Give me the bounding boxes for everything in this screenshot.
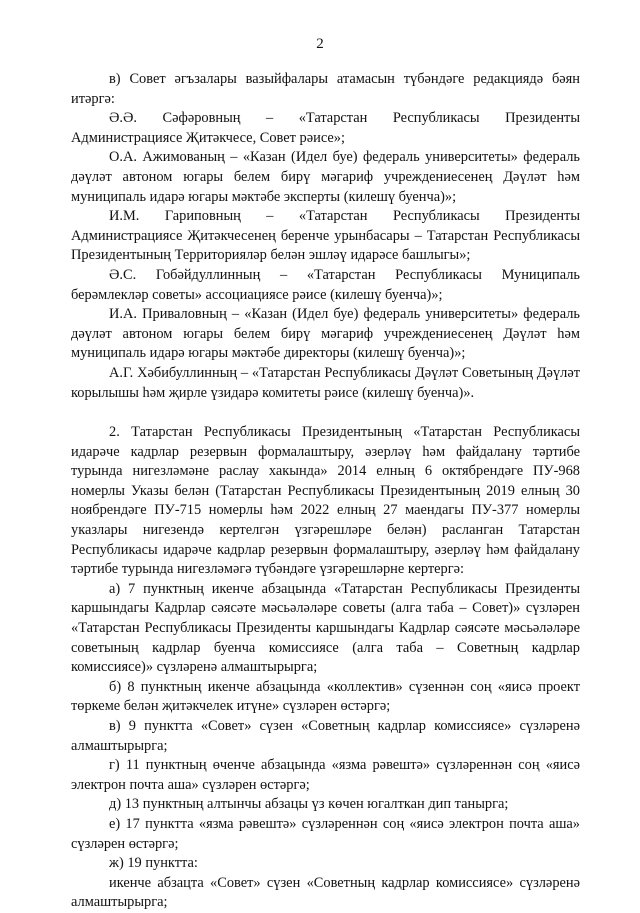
- paragraph-item-d: д) 13 пунктның алтынчы абзацы үз көчен югалткан дип танырга;: [109, 796, 509, 813]
- paragraph-item-zh-sub1: икенче абзацта «Совет» сүзен «Советның кадрлар комиссиясе» сүзләренә алмаштырырга;: [71, 874, 580, 911]
- document-body: [71, 70, 580, 913]
- paragraph-section-2: 2. Татарстан Республикасы Президентының «Татарстан Республикасы идарәче кадрлар резервын формалаштыру, әзерләү һәм файдалану тәртибе турында нигезләмәне раслау хакында» 2014 елның 6 октябрендәге ПУ-968 номерлы Указы белән (Татарстан Республикасы Президентының 2019 елның 30 ноябрендәге ПУ-715 номерлы һәм 2022 елның 27 маендагы ПУ-377 номерлы указлары нигезендә кертелгән үзгәрешләре белән) расланган Татарстан Республикасы идарәче кадрлар резервын формалаштыру, әзерләү һәм файдалану тәртибе турында нигезләмәгә түбәндәге үзгәрешләрне кертергә:: [71, 424, 580, 578]
- paragraph-item-g: г) 11 пунктның өченче абзацында «язма рәвештә» сүзләреннән соң «яисә электрон почта аша» сүзләрен өстәргә;: [71, 757, 580, 793]
- paragraph-item-b: б) 8 пунктның икенче абзацында «коллектив» сүзеннән соң «яисә проект төркеме белән җитәкчелек итүне» сүзләрен өстәргә;: [71, 678, 580, 715]
- paragraph-item-a: а) 7 пунктның икенче абзацында «Татарстан Республикасы Президенты каршындагы Кадрлар сәясәте мәсьәләләре советы (алга таба – Совет)» сүзләрен «Татарстан Республикасы Президенты каршындагы Кадрлар сәясәте мәсьәләләре советының кадрлар буенча комиссиясе (алга таба – Советның кадрлар комиссиясе)» сүзләренә алмаштырырга;: [71, 580, 580, 676]
- paragraph-safarov: Ә.Ә. Сәфәровның – «Татарстан Республикасы Президенты Администрациясе Җитәкчесе, Совет рәисе»;: [71, 110, 580, 146]
- paragraph-privalov: И.А. Приваловның – «Казан (Идел буе) федераль университеты» федераль дәүләт автоном югары белем бирү мәгариф учреждениесенең Дәүләт һәм муниципаль идарә югары мәктәбе директоры (килешү буенча)»;: [71, 306, 580, 362]
- paragraph-gobaidullin: Ә.С. Гобәйдуллинның – «Татарстан Республикасы Муниципаль берәмлекләр советы» ассоциациясе рәисе (килешү буенча)»;: [71, 266, 580, 303]
- paragraph-item-zh: ж) 19 пунктта:: [109, 855, 198, 872]
- paragraph-item-v-intro: в) Совет әгъзалары вазыйфалары атамасын түбәндәге редакциядә бәян итәргә:: [71, 71, 580, 107]
- paragraph-item-e: е) 17 пунктта «язма рәвештә» сүзләреннән соң «яисә электрон почта аша» сүзләрен өстәргә;: [71, 815, 580, 852]
- page-number: 2: [316, 36, 324, 52]
- paragraph-garipov: И.М. Гариповның – «Татарстан Республикасы Президенты Администрациясе Җитәкчесенең беренче урынбасары – Татарстан Республикасы Президентының Территорияләр белән эшләү идарәсе башлыгы»;: [71, 208, 580, 264]
- paragraph-item-v: в) 9 пунктта «Совет» сүзен «Советның кадрлар комиссиясе» сүзләренә алмаштырырга;: [71, 718, 580, 754]
- paragraph-azhimova: О.А. Ажимованың – «Казан (Идел буе) федераль университеты» федераль дәүләт автоном югары белем бирү мәгариф учреждениесенең Дәүләт һәм муниципаль идарә югары мәктәбе эксперты (килешү буенча)»;: [71, 149, 580, 205]
- paragraph-khabibullin: А.Г. Хәбибуллинның – «Татарстан Республикасы Дәүләт Советының Дәүләт корылышы һәм җирле үзидарә комитеты рәисе (килешү буенча)».: [71, 364, 580, 401]
